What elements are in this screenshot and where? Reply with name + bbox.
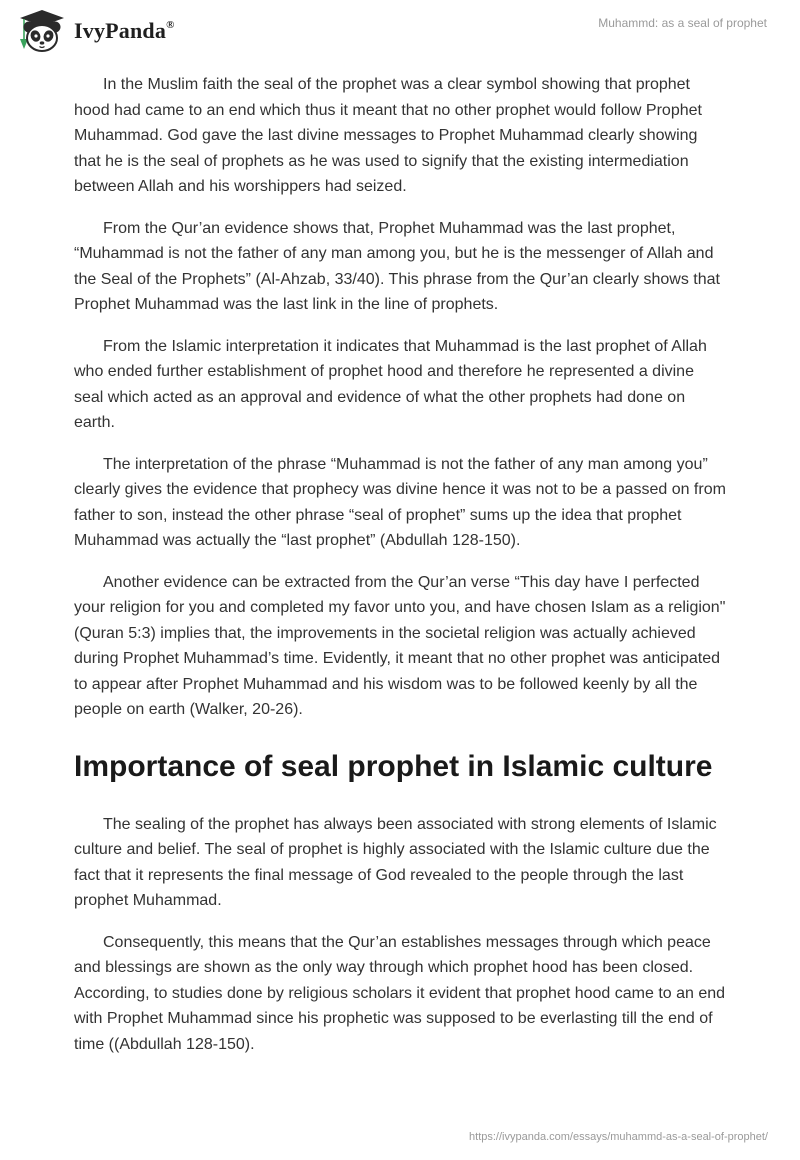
paragraph: From the Qur’an evidence shows that, Prophet Muhammad was the last prophet, “Muhammad is not the father of any man among you, but he is the messenger of Allah and the Seal of the Prophets” (Al-Ahzab, 33/40). This phrase from the Qur’an clearly shows that Prophet Muhammad was the last link in the line of prophets. [74,219,720,313]
brand-name [74,18,175,44]
paragraph: In the Muslim faith the seal of the prophet was a clear symbol showing that prophet hood had came to an end which thus it meant that no other prophet would follow Prophet Muhammad. God gave the last divine messages to Prophet Muhammad clearly showing that he is the seal of prophets as he was used to signify that the existing intermediation between Allah and his worshippers had seized. [74,76,702,195]
paragraph: Consequently, this means that the Qur’an establishes messages through which peace and blessings are shown as the only way through which prophet hood has been closed. According, to studies done by religious scholars it evident that prophet hood came to an end with Prophet Muhammad since his prophetic was supposed to be everlasting till the end of time ((Abdullah 128-150). [74,933,726,1053]
registered-mark: ® [166,18,175,31]
brand-text: IvyPanda [74,18,167,43]
panda-mascot-icon [14,9,70,53]
paragraph: The interpretation of the phrase “Muhammad is not the father of any man among you” clearly gives the evidence that prophecy was divine hence it was not to be a passed on from father to son, instead the other phrase “seal of prophet” sums up the idea that prophet Muhammad was actually the “last prophet” (Abdullah 128-150). [74,455,726,549]
document-title: Muhammd: as a seal of prophet [598,16,767,30]
page-header [0,0,800,60]
article-body [74,72,726,1073]
ivypanda-logo[interactable] [14,9,175,53]
paragraph: Another evidence can be extracted from the Qur’an verse “This day have I perfected your religion for you and completed my favor unto you, and have chosen Islam as a religion" (Quran 5:3) implies that, the improvements in the societal religion was actually achieved during Prophet Muhammad’s time. Evidently, it meant that no other prophet was anticipated to appear after Prophet Muhammad and his wisdom was to be followed keenly by all the people on earth (Walker, 20-26). [74,573,726,718]
source-url-link[interactable]: https://ivypanda.com/essays/muhammd-as-a-seal-of-prophet/ [469,1131,768,1143]
paragraph: From the Islamic interpretation it indicates that Muhammad is the last prophet of Allah who ended further establishment of prophet hood and therefore he represented a divine seal which acted as an approval and evidence of what the other prophets had done on earth. [74,337,707,431]
section-heading: Importance of seal prophet in Islamic culture [74,749,713,783]
paragraph: The sealing of the prophet has always been associated with strong elements of Islamic culture and belief. The seal of prophet is highly associated with the Islamic culture due the fact that it represents the final message of God revealed to the people through the last prophet Muhammad. [74,815,717,909]
